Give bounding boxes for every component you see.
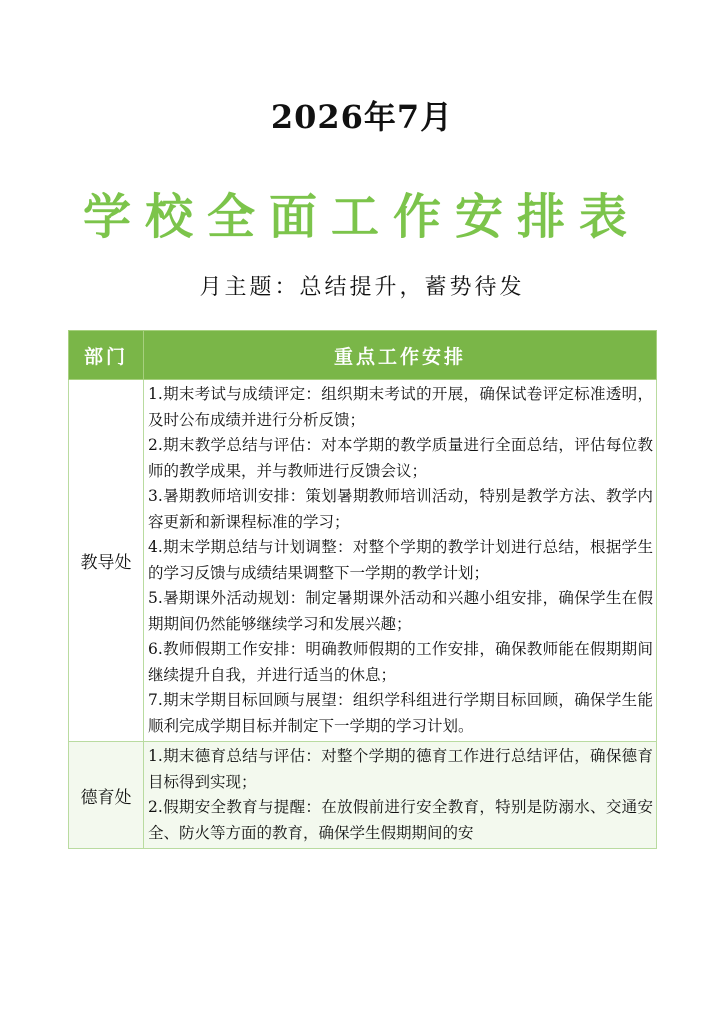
month-theme: 月主题：总结提升，蓄势待发 (199, 275, 525, 300)
column-header-key-tasks: 重点工作安排 (144, 331, 657, 380)
tasks-cell (144, 742, 657, 849)
task-item: 3.暑期教师培训安排：策划暑期教师培训活动，特别是教学方法、教学内容更新和新课程标准的学习； (148, 487, 653, 531)
task-item: 2.期末教学总结与评估：对本学期的教学质量进行全面总结，评估每位教师的教学成果，并与教师进行反馈会议； (148, 436, 653, 480)
task-item: 7.期末学期目标回顾与展望：组织学科组进行学期目标回顾，确保学生能顺利完成学期目标并制定下一学期的学习计划。 (148, 691, 653, 735)
department-cell: 德育处 (69, 742, 144, 849)
column-header-department: 部门 (69, 331, 144, 380)
table-row (69, 380, 657, 742)
task-item: 6.教师假期工作安排：明确教师假期的工作安排，确保教师能在假期期间继续提升自我，并进行适当的休息； (148, 640, 653, 684)
tasks-cell (144, 380, 657, 742)
table-row (69, 742, 657, 849)
task-item: 4.期末学期总结与计划调整：对整个学期的教学计划进行总结，根据学生的学习反馈与成绩结果调整下一学期的教学计划； (148, 538, 653, 582)
table-header-row (69, 331, 657, 380)
task-item: 5.暑期课外活动规划：制定暑期课外活动和兴趣小组安排，确保学生在假期期间仍然能够继续学习和发展兴趣； (148, 589, 653, 633)
document-title: 学校全面工作安排表 (82, 189, 641, 245)
task-item: 2.假期安全教育与提醒：在放假前进行安全教育，特别是防溺水、交通安全、防火等方面的教育，确保学生假期期间的安 (148, 798, 653, 842)
task-item: 1.期末考试与成绩评定：组织期末考试的开展，确保试卷评定标准透明，及时公布成绩并进行分析反馈； (148, 385, 653, 429)
work-plan-table (68, 330, 657, 849)
document-date: 2026年7月 (270, 98, 454, 136)
task-item: 1.期末德育总结与评估：对整个学期的德育工作进行总结评估，确保德育目标得到实现； (148, 747, 653, 791)
department-cell: 教导处 (69, 380, 144, 742)
